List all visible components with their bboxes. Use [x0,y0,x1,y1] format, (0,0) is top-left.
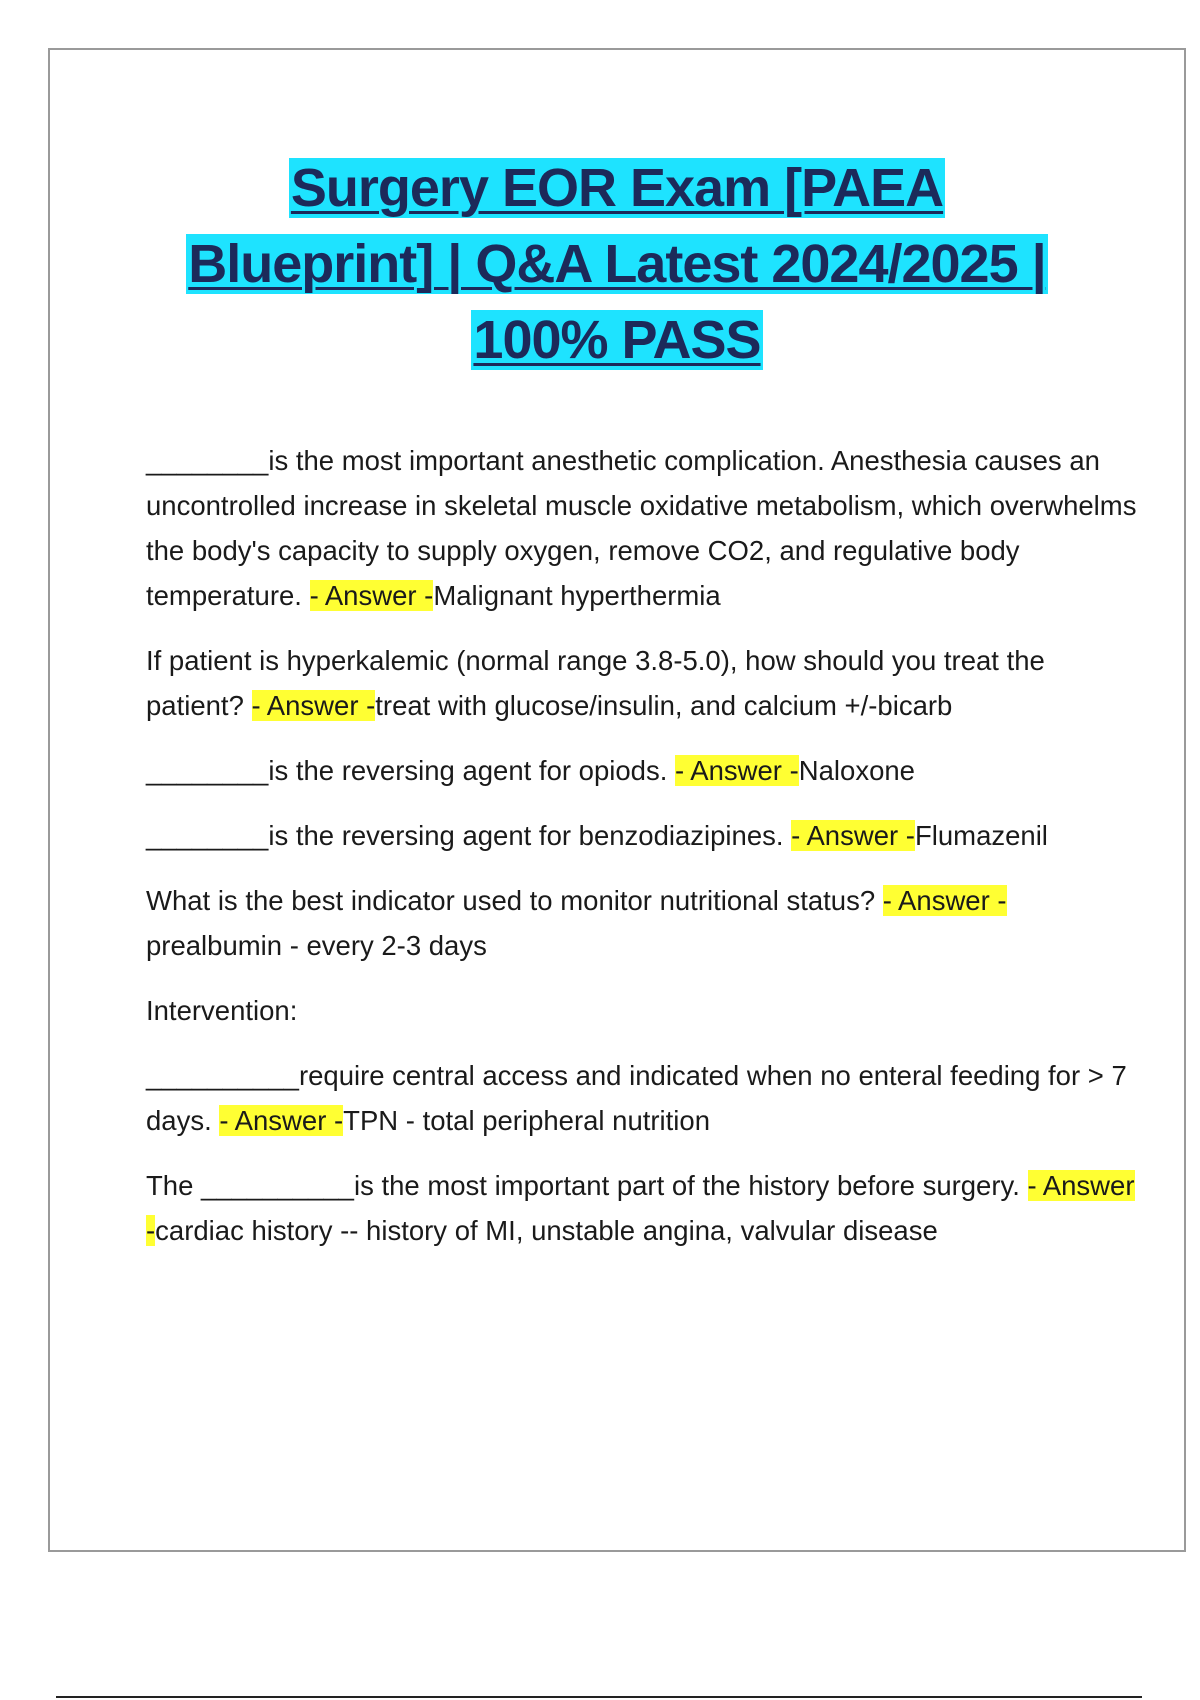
question-text: __________require central access and indicated when no enteral feeding for > 7 days. [146,1060,1127,1136]
question-text: If patient is hyperkalemic (normal range 3.8-5.0), how should you treat the patient? [146,645,1045,721]
qa-item-2 [146,638,1146,728]
answer-label: - Answer - [146,1170,1135,1246]
section-heading: Intervention: [146,995,298,1026]
answer-label: - Answer - [251,690,376,721]
question-text: What is the best indicator used to monitor nutritional status? [146,885,883,916]
answer-text: Naloxone [798,755,915,786]
question-text: ________is the reversing agent for benzodiazipines. [146,820,792,851]
document-title [50,150,1184,378]
footer-divider [56,1696,1142,1698]
answer-text: treat with glucose/insulin, and calcium +/-bicarb [375,690,953,721]
answer-label: - Answer - [674,755,799,786]
answer-text: Malignant hyperthermia [433,580,721,611]
question-text: ________is the reversing agent for opiods. [146,755,675,786]
qa-item-7 [146,1163,1146,1253]
qa-item-6 [146,1053,1146,1143]
qa-item-3 [146,748,1146,793]
answer-label: - Answer - [219,1105,344,1136]
title-line-1: Surgery EOR Exam [PAEA [290,158,944,218]
answer-label: - Answer - [882,885,1007,916]
question-text: The __________is the most important part of the history before surgery. [146,1170,1028,1201]
answer-text: cardiac history -- history of MI, unstable angina, valvular disease [155,1215,938,1246]
answer-text: TPN - total peripheral nutrition [343,1105,710,1136]
title-line-3: 100% PASS [473,310,761,370]
title-line-2: Blueprint] | Q&A Latest 2024/2025 | [188,234,1046,294]
answer-text: Flumazenil [914,820,1048,851]
qa-content [146,438,1146,1273]
document-page [48,48,1186,1552]
qa-item-4 [146,813,1146,858]
qa-item-1 [146,438,1146,618]
answer-label: - Answer - [791,820,915,851]
question-text: ________is the most important anesthetic complication. Anesthesia causes an uncontrolled increase in skeletal muscle oxidative metabolism, which overwhelms the body's capacity to supply oxygen, remove CO2, and regulative body temperature. [146,445,1137,611]
qa-item-5 [146,878,1146,968]
answer-text: prealbumin - every 2-3 days [146,930,487,961]
answer-label: - Answer - [309,580,434,611]
